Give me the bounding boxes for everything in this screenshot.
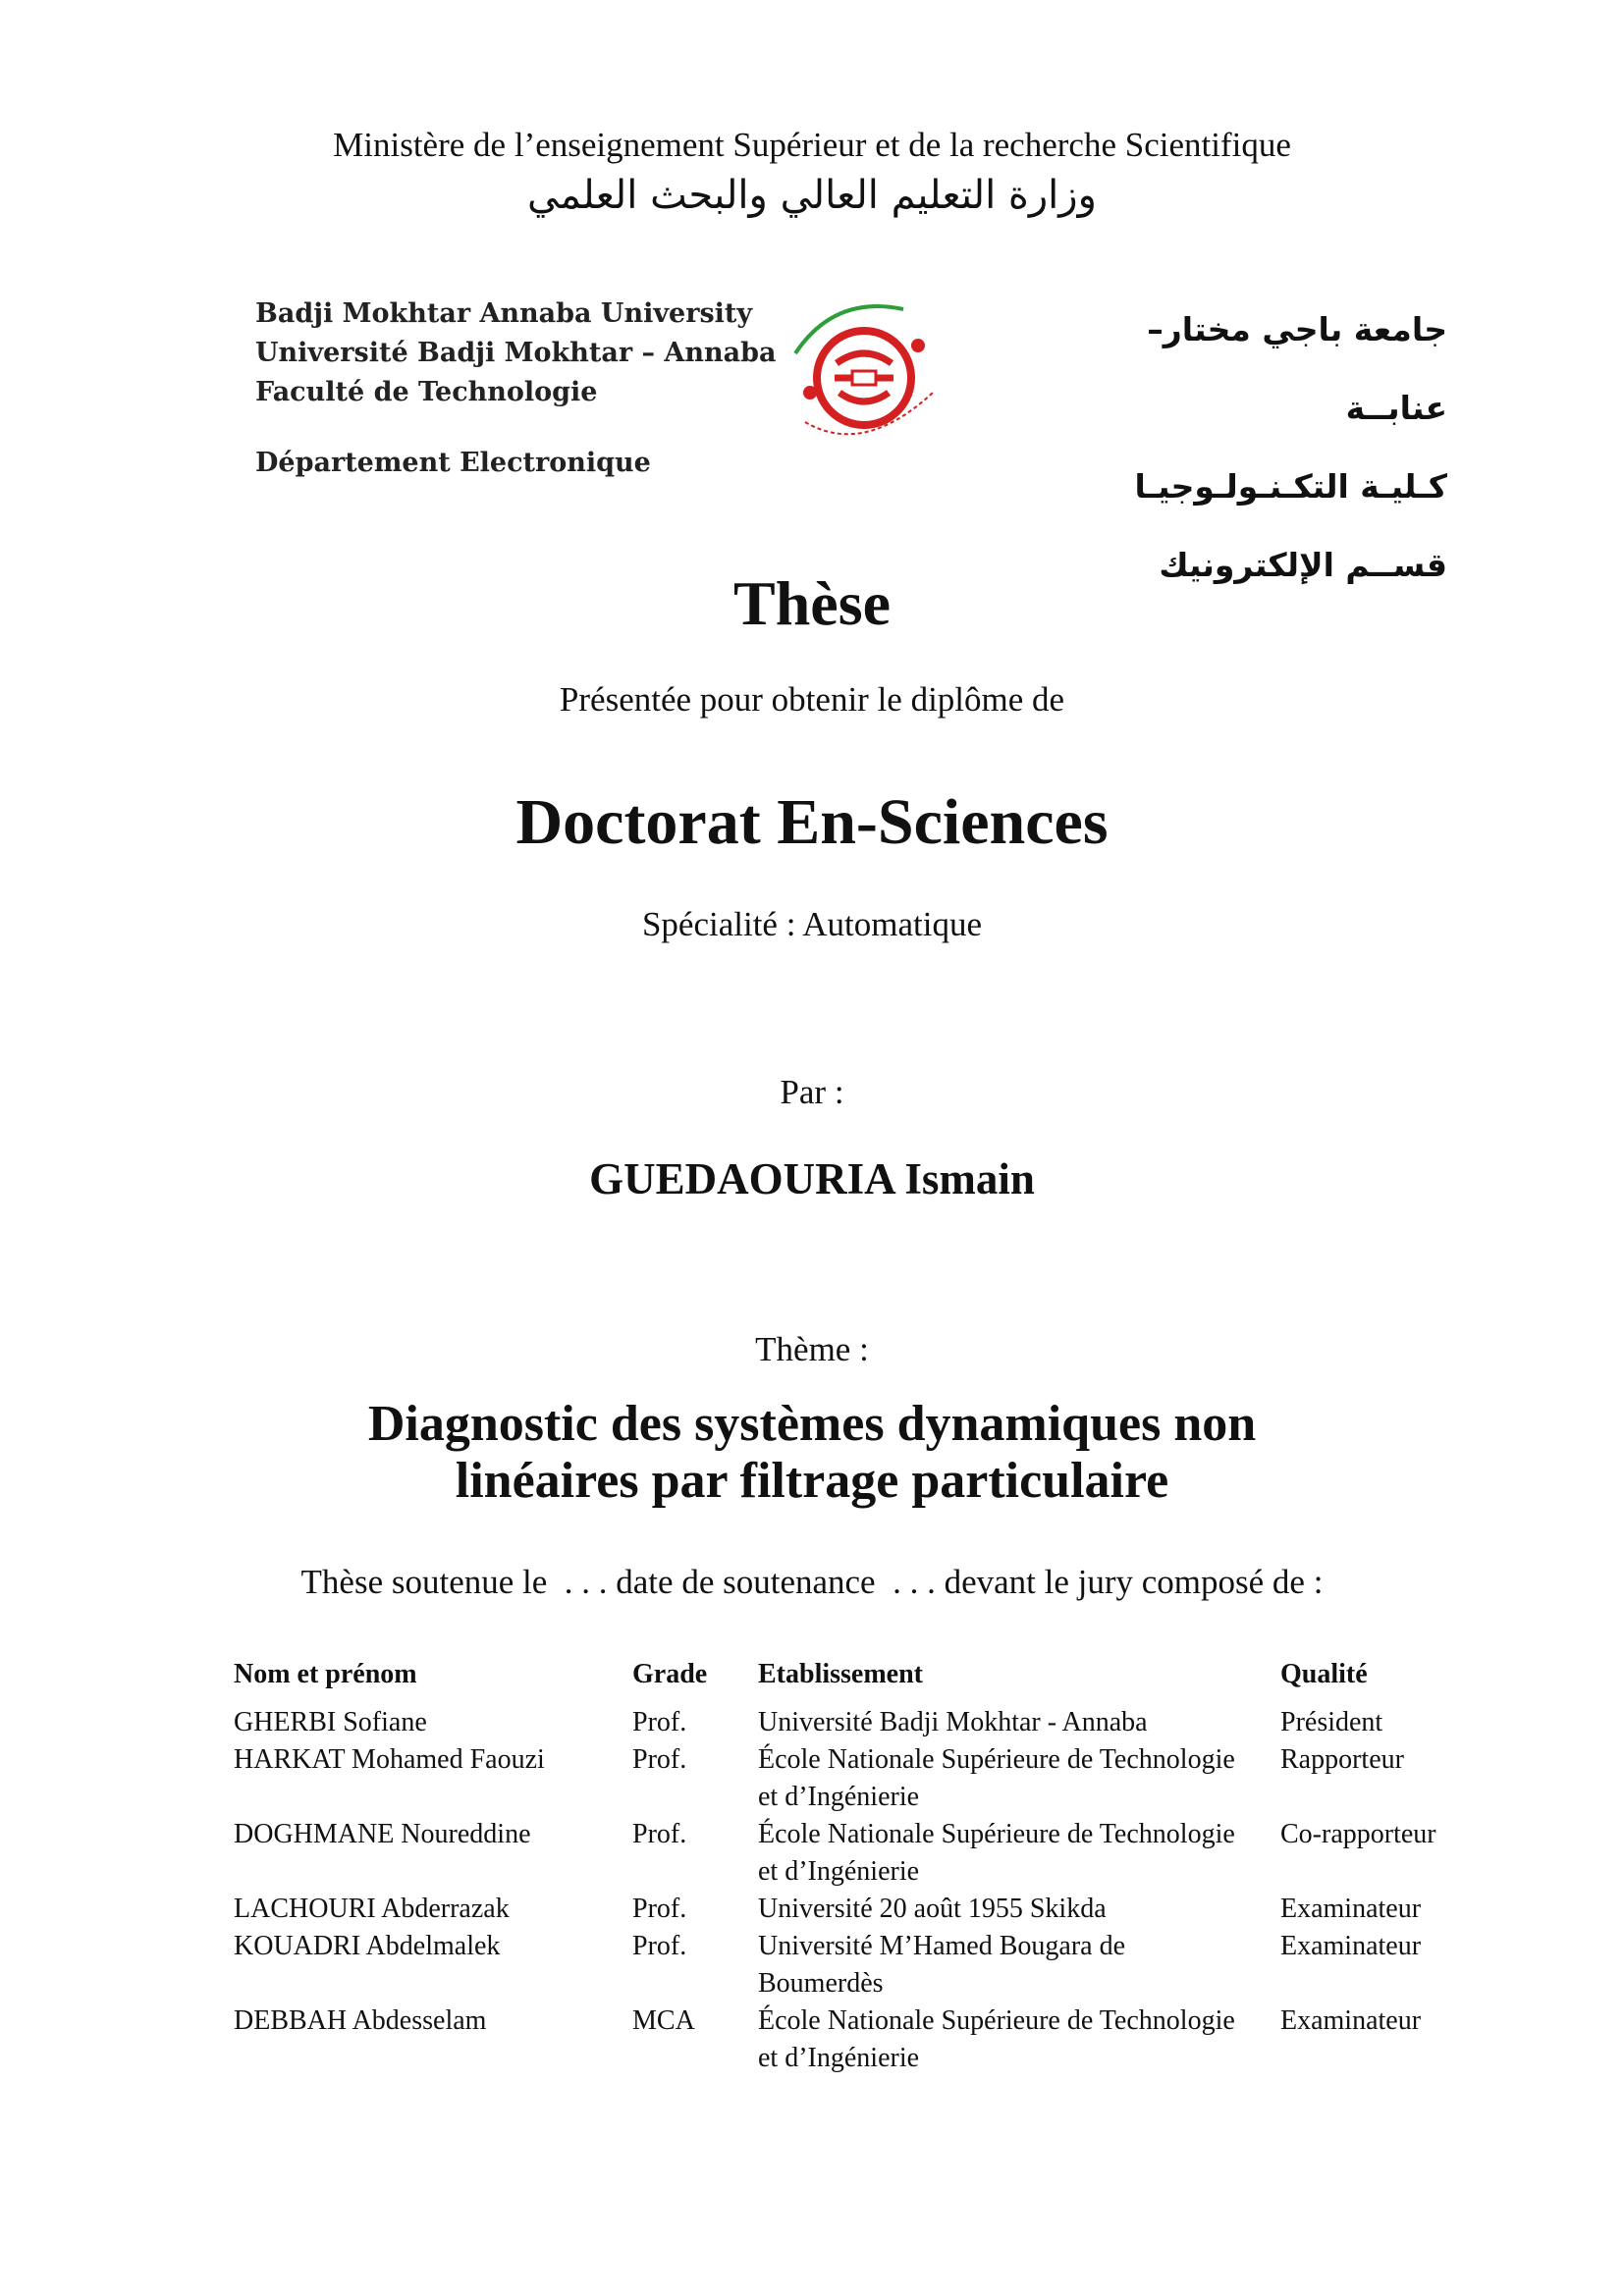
establishment-text: Université M’Hamed Bougara de Boumerdès (758, 1931, 1125, 1999)
degree-intro: Présentée pour obtenir le diplôme de (559, 680, 1065, 719)
jury-member-role: Examinateur (1280, 1931, 1422, 1961)
department-name-ar: قســم الإلكترونيك (1159, 546, 1447, 584)
table-row (234, 1928, 1496, 2002)
establishment-text: École Nationale Supérieure de Technologie et d’Ingénierie (758, 1744, 1235, 1812)
author-name: GUEDAOURIA Ismain (589, 1154, 1035, 1203)
logo-emblem-center (852, 371, 876, 385)
table-row (234, 1704, 1496, 1741)
jury-member-role: Co-rapporteur (1280, 1819, 1436, 1849)
jury-member-name: HARKAT Mohamed Faouzi (234, 1744, 545, 1775)
jury-member-establishment (758, 1704, 1280, 1741)
jury-member-grade: Prof. (632, 1707, 687, 1737)
theme-title-line-1: Diagnostic des systèmes dynamiques non (367, 1396, 1257, 1452)
jury-member-establishment (758, 1891, 1280, 1928)
document-title: Thèse (733, 568, 891, 638)
faculty-name: Faculté de Technologie (255, 377, 598, 407)
jury-member-name: GHERBI Sofiane (234, 1707, 427, 1737)
university-header-right (1035, 291, 1447, 605)
establishment-text: École Nationale Supérieure de Technologie et d’Ingénierie (758, 1819, 1235, 1887)
logo-dot-left (803, 386, 817, 400)
jury-member-name: DEBBAH Abdesselam (234, 2005, 487, 2036)
table-row (234, 2002, 1496, 2077)
jury-table (234, 1659, 1496, 2077)
establishment-text: École Nationale Supérieure de Technologie et d’Ingénierie (758, 2005, 1235, 2073)
establishment-text: Université Badji Mokhtar - Annaba (758, 1707, 1148, 1737)
jury-member-name: DOGHMANE Noureddine (234, 1819, 531, 1849)
column-header-establishment: Etablissement (758, 1659, 923, 1689)
faculty-name-ar: كـليـة التكـنـولـوجيـا (1134, 467, 1447, 506)
jury-member-grade: Prof. (632, 1931, 687, 1961)
university-logo (766, 285, 952, 456)
jury-member-grade: Prof. (632, 1744, 687, 1775)
jury-member-role: Examinateur (1280, 2005, 1422, 2036)
jury-member-role: Président (1280, 1707, 1383, 1737)
logo-dot-right (911, 339, 925, 352)
university-header-left (255, 294, 776, 483)
column-header-name: Nom et prénom (234, 1659, 417, 1689)
theme-title-line-2: linéaires par filtrage particulaire (455, 1453, 1169, 1509)
jury-member-establishment (758, 1928, 1280, 2002)
table-row (234, 1891, 1496, 1928)
jury-member-role: Rapporteur (1280, 1744, 1404, 1775)
jury-member-grade: MCA (632, 2005, 695, 2036)
jury-member-role: Examinateur (1280, 1894, 1422, 1924)
jury-member-establishment (758, 2002, 1280, 2077)
author-label: Par : (780, 1073, 844, 1111)
degree-name: Doctorat En-Sciences (515, 786, 1109, 858)
ministry-name-french: Ministère de l’enseignement Supérieur et de la recherche Scientifique (333, 126, 1291, 164)
establishment-text: Université 20 août 1955 Skikda (758, 1894, 1107, 1924)
jury-member-establishment (758, 1816, 1280, 1891)
column-header-role: Qualité (1280, 1659, 1368, 1689)
university-name-fr: Université Badji Mokhtar – Annaba (255, 338, 777, 368)
table-row (234, 1741, 1496, 1816)
jury-member-name: LACHOURI Abderrazak (234, 1894, 510, 1924)
jury-member-establishment (758, 1741, 1280, 1816)
ministry-name-arabic: وزارة التعليم العالي والبحث العلمي (527, 173, 1097, 218)
jury-member-grade: Prof. (632, 1894, 687, 1924)
jury-member-name: KOUADRI Abdelmalek (234, 1931, 501, 1961)
table-row (234, 1816, 1496, 1891)
defense-statement: Thèse soutenue le . . . date de soutenance . . . devant le jury composé de : (300, 1563, 1324, 1601)
column-header-grade: Grade (632, 1659, 708, 1689)
theme-label: Thème : (755, 1330, 869, 1368)
university-name-ar: جامعة باجي مختار– عنابــة (1147, 310, 1447, 427)
speciality: Spécialité : Automatique (641, 905, 983, 943)
jury-member-grade: Prof. (632, 1819, 687, 1849)
thesis-theme-title (0, 1396, 1624, 1510)
department-name: Département Electronique (255, 448, 651, 478)
university-name-en: Badji Mokhtar Annaba University (255, 298, 753, 329)
jury-table-header (234, 1659, 1496, 1704)
